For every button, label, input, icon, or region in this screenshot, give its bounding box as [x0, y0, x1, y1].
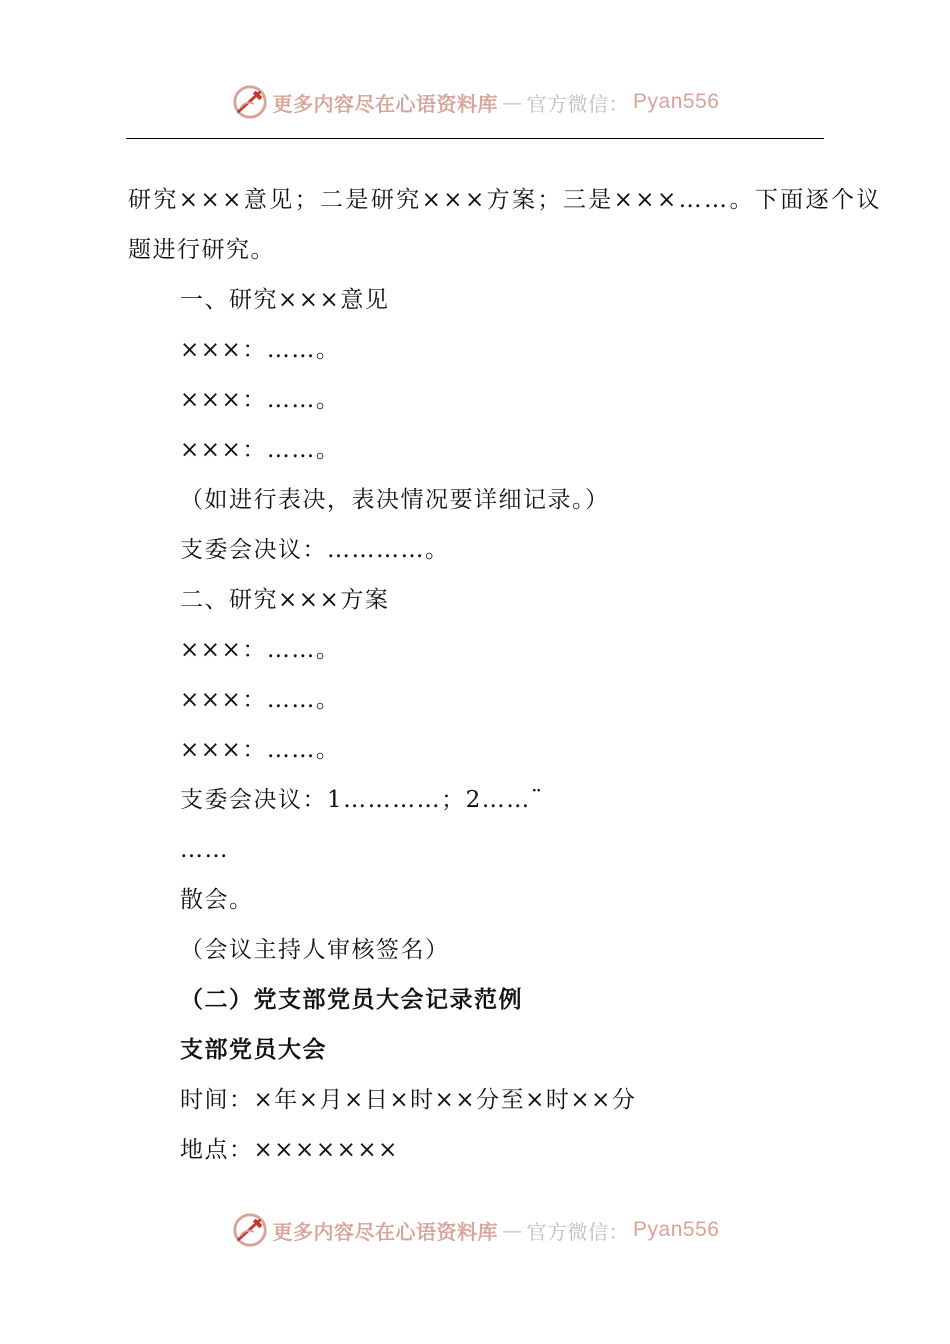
speaker-line: ×××：……。 [180, 737, 341, 763]
speaker-line: ×××：……。 [180, 637, 341, 663]
header-wechat-label: 官方微信： [526, 91, 630, 116]
body-line-2: 题进行研究。 [128, 237, 275, 263]
header-wechat-id: Pyan556 [633, 90, 720, 113]
speaker-line: ×××：……。 [180, 687, 341, 713]
committee-resolution-1: 支委会决议：…………。 [180, 537, 450, 563]
pen-logo-icon [231, 1211, 269, 1249]
meeting-time: 时间：×年×月×日×时××分至×时××分 [180, 1087, 637, 1113]
committee-resolution-2: 支委会决议：1…………；2……¨ [180, 787, 544, 813]
page-header [0, 80, 950, 124]
page-footer [0, 1208, 950, 1252]
pen-logo-icon [231, 83, 269, 121]
body-line-1: 研究×××意见；二是研究×××方案；三是×××……。下面逐个议 [128, 187, 882, 213]
speaker-line: ×××：……。 [180, 437, 341, 463]
adjourn-line: 散会。 [180, 887, 254, 913]
header-dash: — [502, 90, 523, 114]
signature-note: （会议主持人审核签名） [180, 937, 450, 963]
footer-brand [231, 1211, 720, 1249]
header-divider [126, 138, 824, 139]
meeting-location: 地点：××××××× [180, 1137, 399, 1163]
ellipsis-line: …… [180, 837, 229, 863]
footer-brand-text: 更多内容尽在心语资料库 [272, 1219, 499, 1244]
footer-wechat-label: 官方微信： [526, 1219, 630, 1244]
footer-wechat-id: Pyan556 [633, 1218, 720, 1241]
section-heading-2: 二、研究×××方案 [180, 587, 390, 613]
document-body [128, 175, 882, 1175]
header-brand-text: 更多内容尽在心语资料库 [272, 91, 499, 116]
meeting-title: 支部党员大会 [180, 1036, 327, 1063]
footer-dash: — [502, 1218, 523, 1242]
speaker-line: ×××：……。 [180, 337, 341, 363]
vote-note: （如进行表决，表决情况要详细记录。） [180, 487, 610, 513]
section-heading-1: 一、研究×××意见 [180, 287, 390, 313]
subsection-title: （二）党支部党员大会记录范例 [180, 986, 523, 1013]
header-brand [231, 83, 720, 121]
speaker-line: ×××：……。 [180, 387, 341, 413]
